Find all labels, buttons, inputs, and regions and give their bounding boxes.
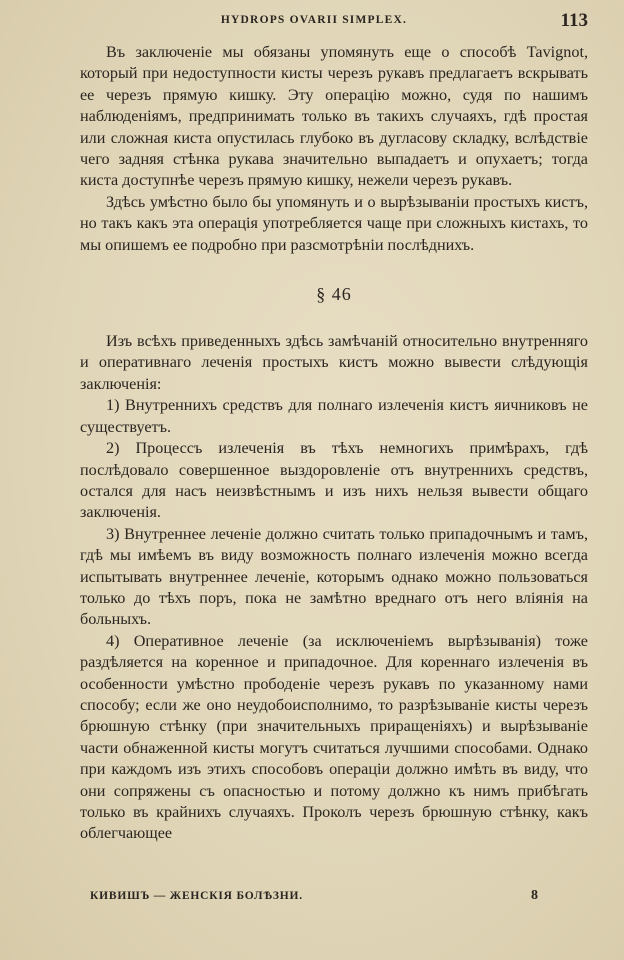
paragraph: Въ заключеніе мы обязаны упомянуть еще о способѣ Tavignot, который при недоступности кисты черезъ рукавъ предлагаетъ вскрывать ее черезъ прямую кишку. Эту операцію можно, судя по нашимъ наблюденіямъ, предпринимать только въ такихъ случаяхъ, гдѣ простая или сложная киста опустилась глубоко въ дугласову складку, вслѣдствіе чего задняя стѣнка рукава значительно выпадаетъ и опухаетъ; тогда киста доступнѣе черезъ прямую кишку, нежели черезъ рукавъ.	[80, 43, 588, 190]
paragraph: Изъ всѣхъ приведенныхъ здѣсь замѣчаній относительно внутренняго и оперативнаго леченія простыхъ кистъ можно вывести слѣдующія заключенія:	[80, 332, 588, 393]
page-number: 113	[560, 10, 588, 31]
paragraph: 4) Оперативное леченіе (за исключеніемъ вырѣзыванія) тоже раздѣляется на коренное и припадочное. Для кореннаго излеченія въ особенности умѣстно прободеніе черезъ рукавъ по указанному нами способу; если же оно неудобоисполнимо, то разрѣзываніе кисты черезъ брюшную стѣнку (при значительныхъ приращеніяхъ) и вырѣзываніе части обнаженной кисты могутъ считаться лучшими способами. Однако при каждомъ изъ этихъ способовъ операціи должно имѣть въ виду, что они сопряжены съ опасностью и потому должно къ нимъ прибѣгать только въ крайнихъ случаяхъ. Проколъ черезъ брюшную стѣнку, какъ облегчающее	[80, 631, 588, 843]
paragraph: Здѣсь умѣстно было бы упомянуть и о вырѣзываніи простыхъ кистъ, но такъ какъ эта операція употребляется чаще при сложныхъ кистахъ, то мы опишемъ ее подробно при разсмотрѣніи послѣднихъ.	[80, 192, 588, 254]
signature-mark: 8	[531, 888, 538, 903]
page-header	[80, 12, 588, 42]
section-title: § 46	[316, 284, 352, 305]
paragraph: 3) Внутреннее леченіе должно считать только припадочнымъ и тамъ, гдѣ мы имѣемъ въ виду возможность полнаго излеченія можно всегда испытывать внутреннее леченіе, которымъ однако можно пользоваться только до тѣхъ поръ, пока не замѣтно вреднаго отъ него вліянія на больныхъ.	[80, 524, 588, 629]
paragraph: 2) Процессъ излеченія въ тѣхъ немногихъ примѣрахъ, гдѣ послѣдовало совершенное выздоровленіе отъ внутреннихъ средствъ, остался для насъ неизвѣстнымъ и изъ нихъ нельзя вывести общаго заключенія.	[80, 439, 588, 522]
paragraph: 1) Внутреннихъ средствъ для полнаго излеченія кистъ яичниковъ не существуетъ.	[80, 396, 588, 436]
page-footer	[80, 890, 588, 910]
footer-signature: КИВИШЪ — ЖЕНСКІЯ БОЛѢЗНИ.	[90, 890, 303, 902]
running-title: HYDROPS OVARII SIMPLEX.	[220, 14, 408, 26]
